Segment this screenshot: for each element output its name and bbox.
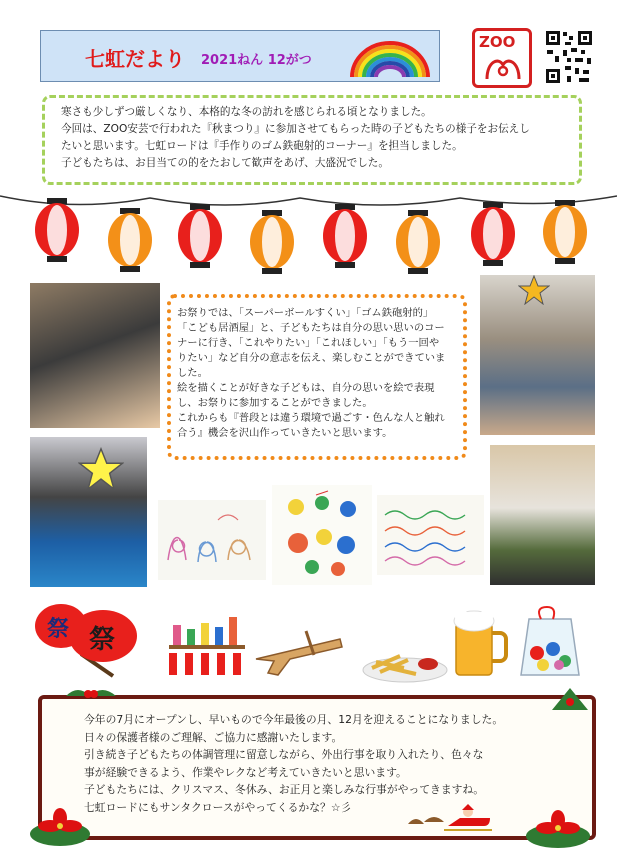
fan-text-right: 祭 — [89, 625, 116, 655]
photo-superball-scooping — [30, 437, 147, 587]
lantern-icon — [471, 202, 515, 266]
shooting-gallery-icon — [165, 605, 250, 680]
intro-line: 子どもたちは、お目当ての的をたおして歓声をあげ、大盛況でした。 — [61, 157, 389, 169]
report-line: これからも『普段とは違う環境で過ごす・色んな人と触れ — [177, 412, 445, 424]
newsletter-title: 七虹だより — [85, 47, 185, 71]
closing-line: 子どもたちには、クリスマス、冬休み、お正月と楽しみな行事がやってきますね。 — [84, 783, 485, 796]
lantern-icon — [250, 210, 294, 274]
lantern-icon — [178, 204, 222, 268]
intro-line: 今回は、ZOO安芸で行われた『秋まつり』に参加させてもらった時の子どもたちの様子をお伝えし — [61, 123, 530, 135]
child-drawing-2 — [272, 485, 372, 585]
closing-message-box — [38, 695, 596, 840]
newsletter-header — [40, 30, 440, 82]
report-line: した。 — [177, 367, 208, 379]
poinsettia-icon — [520, 810, 594, 850]
report-line: りたい」など自分の意志を伝え、楽しむことができていま — [177, 352, 446, 364]
report-line: お祭りでは、「スーパーボールすくい」「ゴム鉄砲射的」 — [177, 307, 434, 319]
festival-report-text — [177, 306, 445, 441]
festival-report-box — [167, 294, 467, 460]
lantern-icon — [108, 208, 152, 272]
santa-sleigh-icon — [404, 804, 500, 834]
superball-bag-icon — [515, 605, 585, 680]
closing-line: 七虹ロードにもサンタクロースがやってくるかな？☆彡 — [84, 800, 352, 814]
lantern-icon — [396, 210, 440, 274]
report-line: 絵を描くことが好きな子どもは、自分の思いを絵で表現 — [177, 382, 435, 394]
lantern-icon — [35, 198, 79, 262]
zoo-figure-icon — [481, 51, 525, 83]
star-icon — [78, 447, 124, 491]
report-line: 「こども居酒屋」と、子どもたちは自分の思い思いのコー — [177, 322, 445, 334]
festival-fan-icon — [33, 598, 158, 678]
intro-message-box — [42, 95, 582, 185]
report-line: ナーに行き、「これやりたい」「これほしい」「もう一回や — [177, 337, 440, 349]
closing-line: 事が経験できるよう、作業やレクなど考えていきたいと思います。 — [84, 765, 407, 779]
closing-line: 引き続き子どもたちの体調管理に留意しながら、外出行事を取り入れたり、色々な — [84, 748, 484, 761]
child-drawing-1 — [158, 500, 266, 580]
report-line: 合う』機会を沢山作っていきたいと思います。 — [177, 427, 393, 439]
intro-line: 寒さも少しずつ厳しくなり、本格的な冬の訪れを感じられる頃となりました。 — [61, 106, 432, 118]
lantern-icon — [323, 204, 367, 268]
lantern-garland — [0, 180, 617, 280]
intro-line: たいと思います。七虹ロードは『手作りのゴム鉄砲射的コーナー』を担当しました。 — [61, 140, 463, 152]
pine-decoration-icon — [548, 684, 592, 714]
fan-text-left: 祭 — [47, 617, 70, 642]
closing-line: 今年の7月にオープンし、早いもので今年最後の月、12月を迎えることになりました。 — [84, 713, 504, 726]
report-line: し、お祭りに参加することができました。 — [177, 397, 373, 409]
star-icon — [518, 275, 550, 305]
closing-message-text — [84, 711, 503, 816]
holly-decoration-icon — [60, 684, 122, 706]
rubber-band-gun-icon — [250, 625, 350, 680]
photo-child-eating — [30, 283, 160, 428]
beer-mug-icon — [450, 605, 510, 680]
closing-line: 日々の保護者様のご理解、ご協力に感謝いたします。 — [84, 730, 343, 744]
zoo-logo — [472, 28, 532, 88]
intro-text — [61, 104, 530, 172]
rainbow-icon — [346, 37, 434, 79]
zoo-logo-text: ZOO — [479, 33, 516, 51]
qr-code-icon — [545, 30, 593, 84]
photo-festival-room — [480, 275, 595, 435]
french-fries-icon — [360, 638, 450, 683]
child-drawing-3 — [377, 495, 484, 575]
poinsettia-icon — [26, 808, 96, 848]
lantern-icon — [543, 200, 587, 264]
issue-date: 2021ねん 12がつ — [201, 53, 312, 68]
photo-child-smiling — [490, 445, 595, 585]
